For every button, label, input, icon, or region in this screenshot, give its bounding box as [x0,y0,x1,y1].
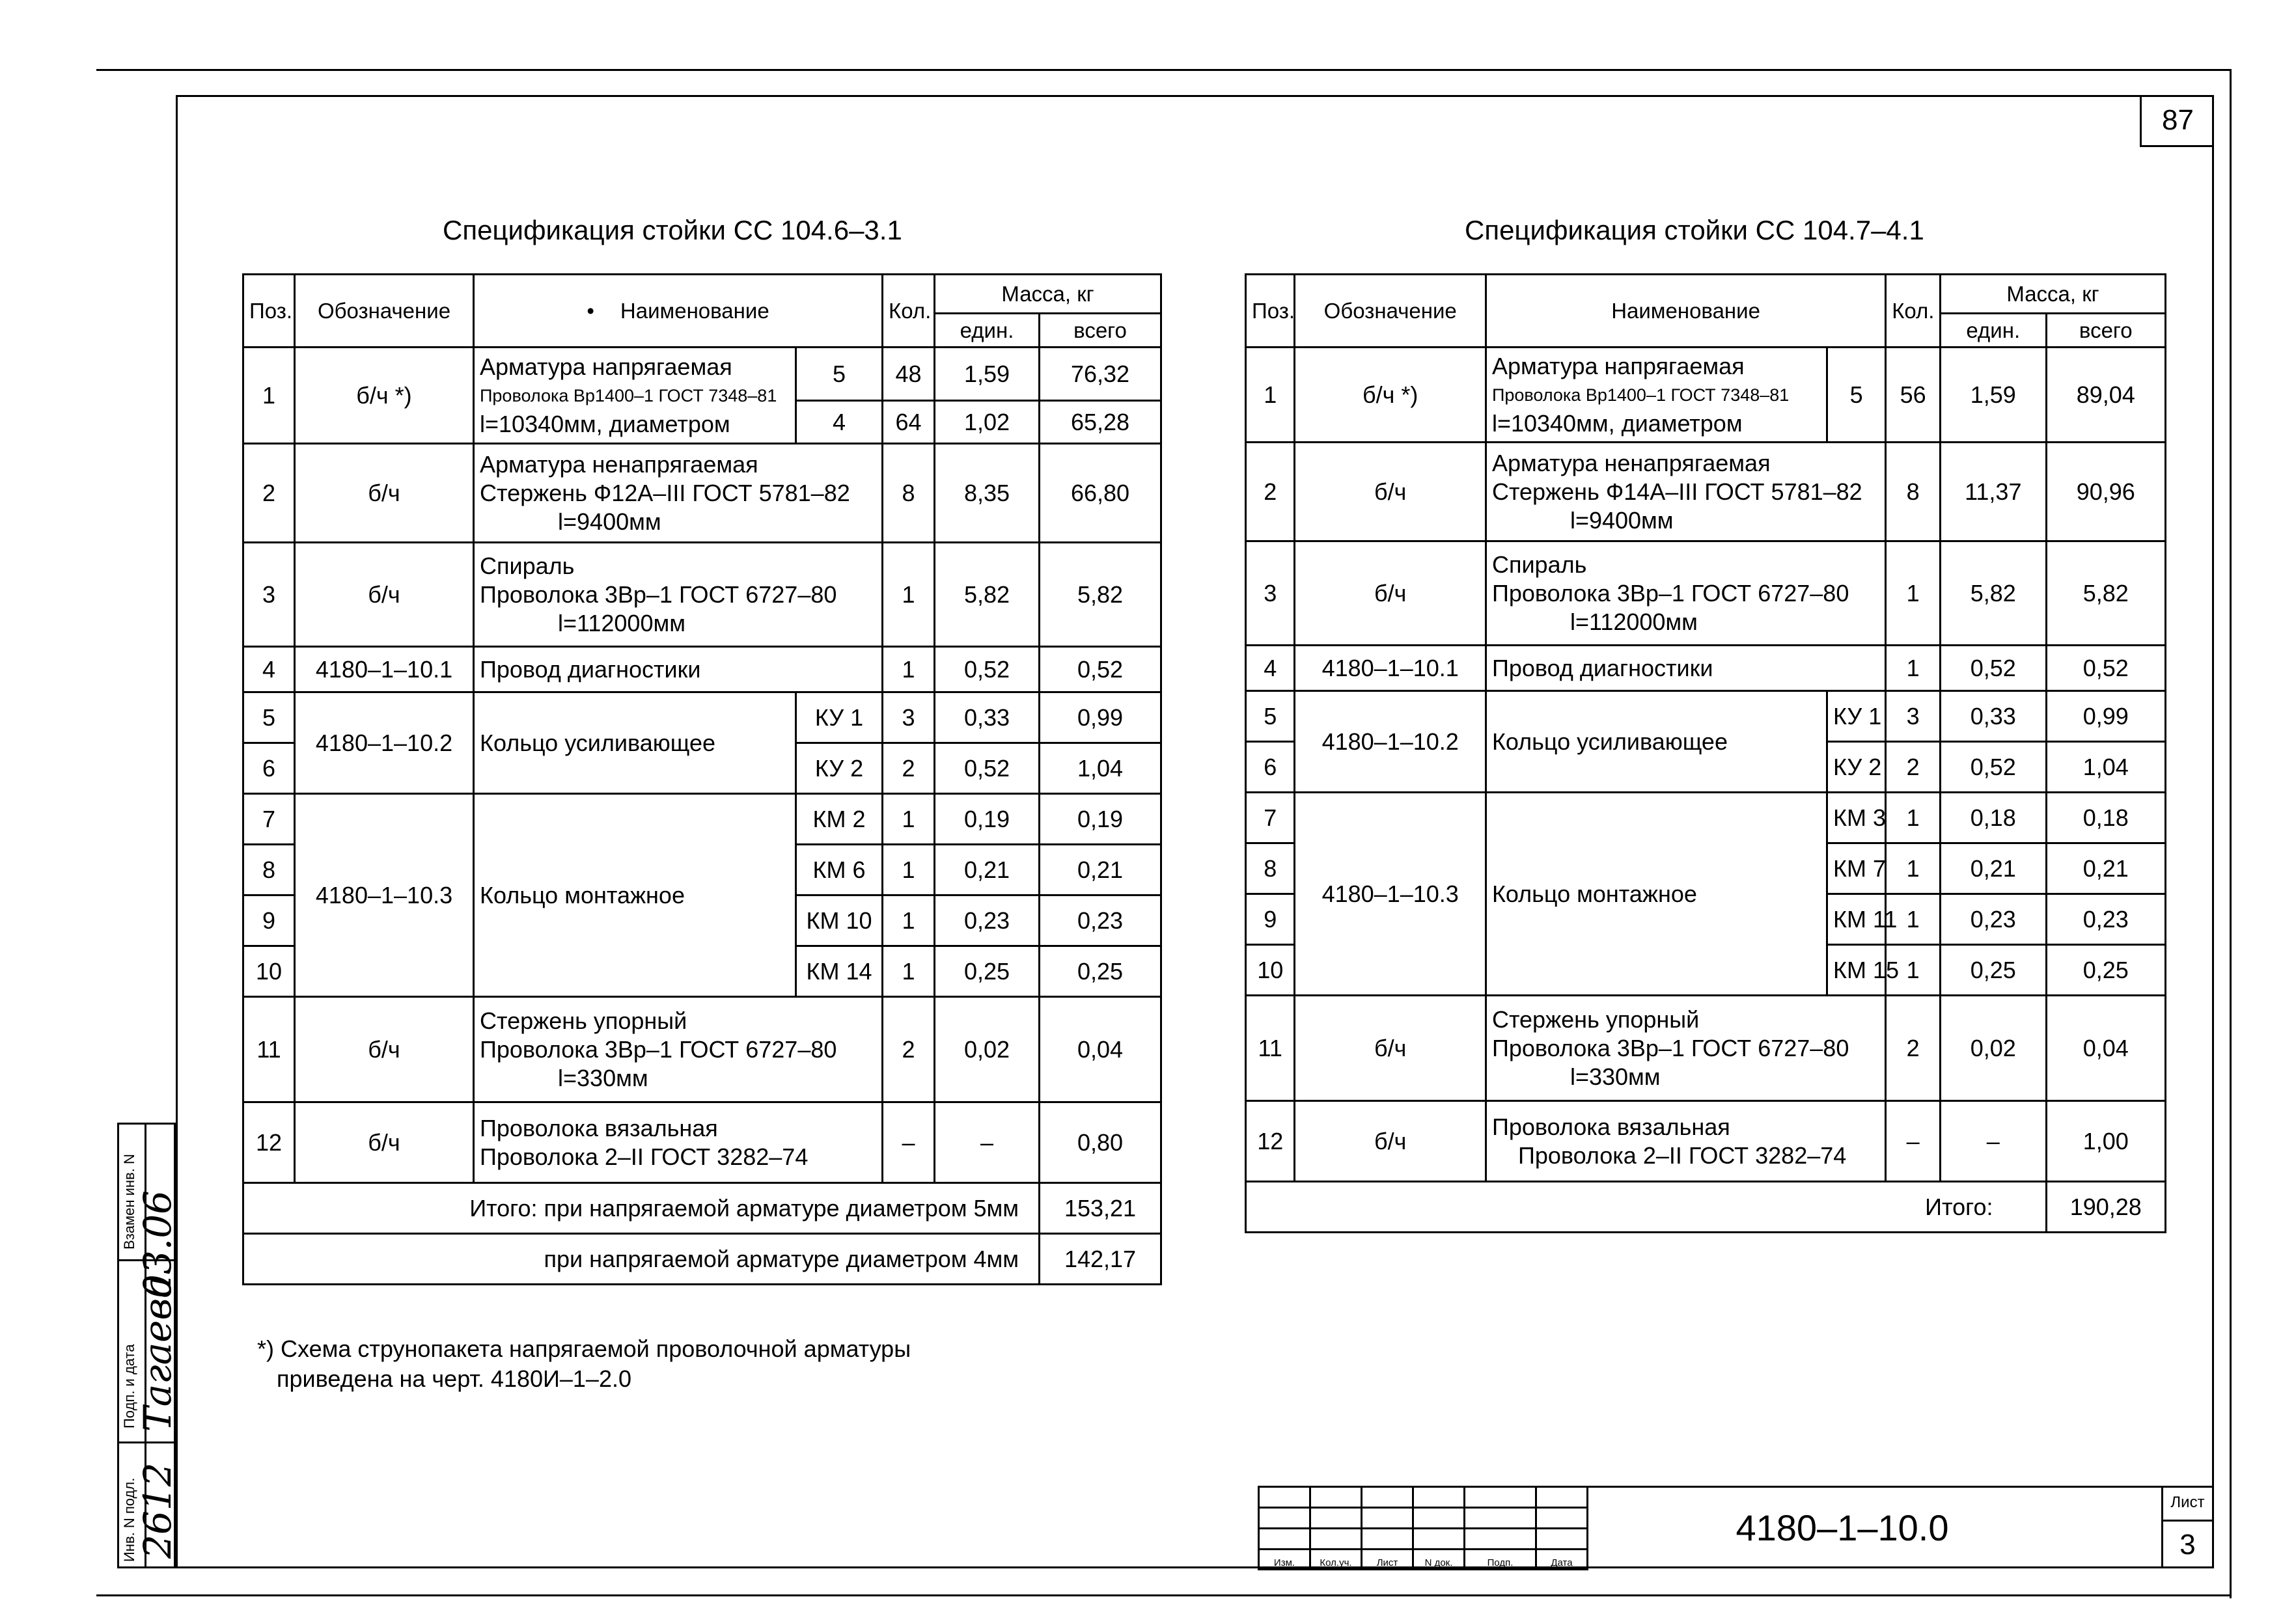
row-qty: 1 [883,794,935,845]
col-change: Изм. [1259,1550,1310,1570]
row-unit-mass: – [935,1102,1040,1183]
col-count: Кол.уч. [1310,1550,1362,1570]
footnote-line-1: *) Схема струнопакета напрягаемой проволочной арматуры [257,1335,911,1362]
row-pos: 5 [243,692,295,743]
sheet-number: 87 [2140,95,2214,147]
row-qty: 1 [1886,894,1941,945]
header-designation: Обозначение [1295,275,1486,348]
row-pos: 4 [1246,646,1295,691]
row-name: Арматура напрягаемая Проволока Вр1400–1 ГОСТ 7348–81 l=10340мм, диаметром [474,348,796,444]
row-pos: 6 [1246,742,1295,793]
date-value: 03.06 [135,1190,180,1298]
row-total-mass: 90,96 [2046,443,2165,541]
row-pos: 5 [1246,691,1295,742]
header-name: • Наименование [474,275,883,348]
row-total-mass: 1,04 [1040,743,1161,794]
row-total-mass: 0,21 [1040,845,1161,895]
row-name: Кольцо монтажное [474,794,796,997]
document-code: 4180–1–10.0 [1736,1507,1949,1548]
row-unit-mass: 0,23 [935,895,1040,946]
row-designation: б/ч [295,543,474,647]
row-unit-mass: 1,59 [1941,348,2046,443]
row-sub: КМ 15 [1827,945,1886,996]
right-spec-title: Спецификация стойки СС 104.7–4.1 [1465,215,1924,245]
right-spec-table [1245,273,2166,1233]
row-total-mass: 0,23 [2046,894,2165,945]
row-pos: 1 [243,348,295,444]
row-pos: 8 [243,845,295,895]
row-total-mass: 0,19 [1040,794,1161,845]
row-qty: 1 [1886,793,1941,843]
row-total-mass: 0,04 [1040,997,1161,1102]
row-pos: 3 [1246,541,1295,646]
total-4mm: 142,17 [1040,1234,1161,1285]
row-sub: КМ 14 [796,946,883,997]
row-designation: 4180–1–10.3 [295,794,474,997]
row-pos: 12 [1246,1101,1295,1182]
row-qty: 8 [883,444,935,543]
row-designation: б/ч [295,1102,474,1183]
header-designation: Обозначение [295,275,474,348]
row-pos: 10 [243,946,295,997]
row-total-mass: 5,82 [2046,541,2165,646]
row-unit-mass: 8,35 [935,444,1040,543]
footnote [257,1334,911,1394]
row-designation: б/ч [295,997,474,1102]
row-name: Проволока вязальная Проволока 2–II ГОСТ 3282–74 [474,1102,883,1183]
row-sub: 4 [796,401,883,444]
row-total-mass: 0,04 [2046,996,2165,1101]
row-qty: 1 [883,895,935,946]
row-qty: 48 [883,348,935,401]
row-qty: 1 [1886,646,1941,691]
row-qty: 1 [883,845,935,895]
row-total-mass: 0,25 [1040,946,1161,997]
row-qty: 1 [883,543,935,647]
row-designation: б/ч [1295,996,1486,1101]
row-unit-mass: 0,21 [1941,843,2046,894]
row-pos: 10 [1246,945,1295,996]
row-unit-mass: 0,52 [935,743,1040,794]
row-pos: 6 [243,743,295,794]
row-unit-mass: 0,25 [935,946,1040,997]
row-qty: – [883,1102,935,1183]
left-spec-title: Спецификация стойки СС 104.6–3.1 [443,215,902,245]
header-total-mass: всего [2046,314,2165,348]
row-qty: 2 [883,997,935,1102]
row-qty: 8 [1886,443,1941,541]
row-total-mass: 1,04 [2046,742,2165,793]
side-stamp-row-divider [117,1441,176,1443]
row-pos: 1 [1246,348,1295,443]
total-label: Итого: [1246,1182,2047,1233]
inv-number-label: Инв. N подл. [121,1477,137,1562]
total-label-5mm: Итого: при напрягаемой арматуре диаметром 5мм [243,1183,1040,1234]
row-name: Арматура ненапрягаемая Стержень Ф14А–III ГОСТ 5781–82 l=9400мм [1486,443,1885,541]
row-sub: КМ 2 [796,794,883,845]
row-qty: 2 [883,743,935,794]
row-unit-mass: 5,82 [1941,541,2046,646]
row-name: Спираль Проволока 3Вр–1 ГОСТ 6727–80 l=112000мм [1486,541,1885,646]
row-sub: КУ 2 [796,743,883,794]
row-sub: КУ 2 [1827,742,1886,793]
replace-inv-label: Взамен инв. N [121,1154,137,1250]
row-unit-mass: 0,33 [935,692,1040,743]
row-designation: б/ч [1295,1101,1486,1182]
row-name: Кольцо монтажное [1486,793,1827,996]
sheet-value: 3 [2179,1529,2196,1561]
header-total-mass: всего [1040,314,1161,348]
row-unit-mass: 0,52 [1941,646,2046,691]
row-unit-mass: 0,02 [1941,996,2046,1101]
row-unit-mass: 0,19 [935,794,1040,845]
row-pos: 3 [243,543,295,647]
row-designation: 4180–1–10.3 [1295,793,1486,996]
col-date: Дата [1536,1550,1588,1570]
row-total-mass: 0,52 [2046,646,2165,691]
row-total-mass: 76,32 [1040,348,1161,401]
header-pos: Поз. [243,275,295,348]
total-5mm: 153,21 [1040,1183,1161,1234]
row-pos: 11 [243,997,295,1102]
row-pos: 9 [1246,894,1295,945]
row-pos: 11 [1246,996,1295,1101]
row-pos: 7 [1246,793,1295,843]
row-pos: 2 [243,444,295,543]
row-qty: 1 [883,647,935,692]
row-designation: 4180–1–10.2 [1295,691,1486,793]
row-pos: 8 [1246,843,1295,894]
col-doc-number: N док. [1413,1550,1465,1570]
signature-date-label: Подп. и дата [121,1344,137,1428]
row-sub: КМ 10 [796,895,883,946]
total-label-4mm: при напрягаемой арматуре диаметром 4мм [243,1234,1040,1285]
row-qty: 3 [1886,691,1941,742]
row-sub: КУ 1 [796,692,883,743]
row-unit-mass: 5,82 [935,543,1040,647]
row-qty: 1 [1886,945,1941,996]
row-designation: б/ч *) [295,348,474,444]
row-qty: – [1886,1101,1941,1182]
row-total-mass: 0,23 [1040,895,1161,946]
row-name: Арматура напрягаемая Проволока Вр1400–1 ГОСТ 7348–81 l=10340мм, диаметром [1486,348,1827,443]
row-total-mass: 89,04 [2046,348,2165,443]
header-mass: Масса, кг [935,275,1161,314]
row-sub: КМ 11 [1827,894,1886,945]
row-qty: 1 [1886,541,1941,646]
row-designation: б/ч [295,444,474,543]
outer-frame-right [2230,69,2232,1598]
row-sub: КМ 3 [1827,793,1886,843]
col-sheet: Лист [1362,1550,1413,1570]
row-designation: 4180–1–10.2 [295,692,474,794]
row-name: Провод диагностики [1486,646,1885,691]
footnote-line-2: приведена на черт. 4180И–1–2.0 [277,1365,631,1392]
row-sub: 5 [1827,348,1886,443]
row-pos: 12 [243,1102,295,1183]
row-name: Стержень упорный Проволока 3Вр–1 ГОСТ 6727–80 l=330мм [474,997,883,1102]
signature-value: Тагаева [135,1276,180,1432]
row-qty: 1 [1886,843,1941,894]
row-pos: 7 [243,794,295,845]
header-pos: Поз. [1246,275,1295,348]
row-total-mass: 66,80 [1040,444,1161,543]
row-unit-mass: 0,33 [1941,691,2046,742]
row-qty: 2 [1886,742,1941,793]
sheet-label: Лист [2161,1486,2214,1522]
row-designation: б/ч [1295,443,1486,541]
inv-number-value: 2612 [135,1462,180,1559]
header-qty: Кол. [883,275,935,348]
row-sub: 5 [796,348,883,401]
left-spec-table [242,273,1162,1285]
outer-frame-bottom [96,1594,2232,1596]
title-block-grid [1258,1486,1588,1570]
row-unit-mass: 0,52 [935,647,1040,692]
total-mass: 190,28 [2046,1182,2165,1233]
row-pos: 2 [1246,443,1295,541]
header-unit-mass: един. [935,314,1040,348]
row-unit-mass: 0,23 [1941,894,2046,945]
outer-frame-top [96,69,2232,71]
row-name: Кольцо усиливающее [474,692,796,794]
row-designation: б/ч *) [1295,348,1486,443]
row-total-mass: 65,28 [1040,401,1161,444]
row-designation: 4180–1–10.1 [295,647,474,692]
row-name: Спираль Проволока 3Вр–1 ГОСТ 6727–80 l=112000мм [474,543,883,647]
row-designation: б/ч [1295,541,1486,646]
row-unit-mass: 1,02 [935,401,1040,444]
row-qty: 3 [883,692,935,743]
row-unit-mass: 0,25 [1941,945,2046,996]
row-unit-mass: 0,02 [935,997,1040,1102]
header-mass: Масса, кг [1941,275,2166,314]
row-qty: 1 [883,946,935,997]
row-name: Арматура ненапрягаемая Стержень Ф12А–III ГОСТ 5781–82 l=9400мм [474,444,883,543]
header-qty: Кол. [1886,275,1941,348]
row-sub: КМ 6 [796,845,883,895]
row-name: Стержень упорный Проволока 3Вр–1 ГОСТ 6727–80 l=330мм [1486,996,1885,1101]
row-name: Кольцо усиливающее [1486,691,1827,793]
row-name: Провод диагностики [474,647,883,692]
row-qty: 64 [883,401,935,444]
row-total-mass: 0,99 [2046,691,2165,742]
row-pos: 9 [243,895,295,946]
row-qty: 56 [1886,348,1941,443]
row-unit-mass: 0,52 [1941,742,2046,793]
row-unit-mass: 0,18 [1941,793,2046,843]
row-unit-mass: – [1941,1101,2046,1182]
row-qty: 2 [1886,996,1941,1101]
header-name: Наименование [1486,275,1885,348]
header-unit-mass: един. [1941,314,2046,348]
row-total-mass: 0,52 [1040,647,1161,692]
header-mark: • [587,298,594,323]
row-unit-mass: 1,59 [935,348,1040,401]
row-unit-mass: 11,37 [1941,443,2046,541]
row-pos: 4 [243,647,295,692]
row-sub: КУ 1 [1827,691,1886,742]
row-total-mass: 0,21 [2046,843,2165,894]
row-total-mass: 0,18 [2046,793,2165,843]
col-signature: Подп. [1465,1550,1536,1570]
row-total-mass: 5,82 [1040,543,1161,647]
row-total-mass: 0,80 [1040,1102,1161,1183]
row-designation: 4180–1–10.1 [1295,646,1486,691]
row-name: Проволока вязальная Проволока 2–II ГОСТ 3282–74 [1486,1101,1885,1182]
row-total-mass: 1,00 [2046,1101,2165,1182]
row-total-mass: 0,25 [2046,945,2165,996]
row-unit-mass: 0,21 [935,845,1040,895]
row-total-mass: 0,99 [1040,692,1161,743]
row-sub: КМ 7 [1827,843,1886,894]
